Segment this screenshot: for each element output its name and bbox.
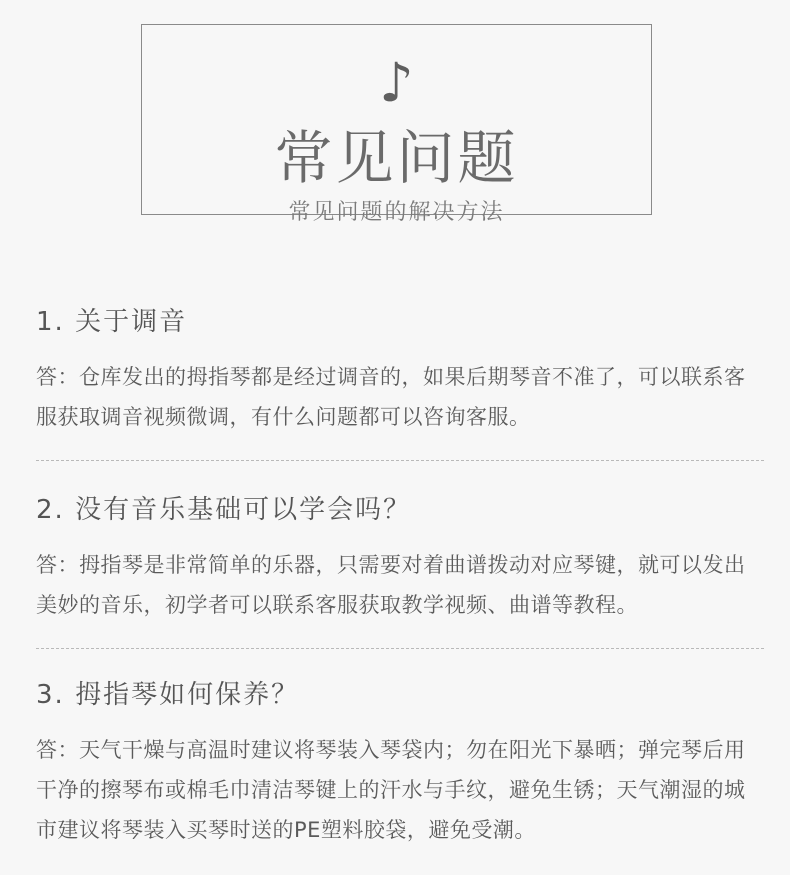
faq-item-beginner <box>36 493 766 625</box>
divider <box>36 460 764 461</box>
faq-question: 2. 没有音乐基础可以学会吗？ <box>36 495 412 525</box>
faq-answer: 答：仓库发出的拇指琴都是经过调音的，如果后期琴音不准了，可以联系客服获取调音视频微调，有什么问题都可以咨询客服。 <box>36 365 746 429</box>
page-title: 常见问题 <box>274 124 519 192</box>
faq-question: 3. 拇指琴如何保养？ <box>36 680 300 710</box>
divider <box>36 648 764 649</box>
music-note-icon: ♪ <box>379 51 414 114</box>
faq-item-maintenance <box>36 678 766 850</box>
faq-answer: 答：拇指琴是非常简单的乐器，只需要对着曲谱拨动对应琴键，就可以发出美妙的音乐，初学者可以联系客服获取教学视频、曲谱等教程。 <box>36 553 746 617</box>
faq-answer: 答：天气干燥与高温时建议将琴装入琴袋内；勿在阳光下暴晒；弹完琴后用干净的擦琴布或棉毛巾清洁琴键上的汗水与手纹，避免生锈；天气潮湿的城市建议将琴装入买琴时送的PE塑料胶袋，避免受潮。 <box>36 738 746 842</box>
header-box <box>141 24 652 225</box>
faq-question: 1. 关于调音 <box>36 307 188 337</box>
page-subtitle: 常见问题的解决方法 <box>288 200 505 225</box>
faq-item-tuning <box>36 305 766 437</box>
